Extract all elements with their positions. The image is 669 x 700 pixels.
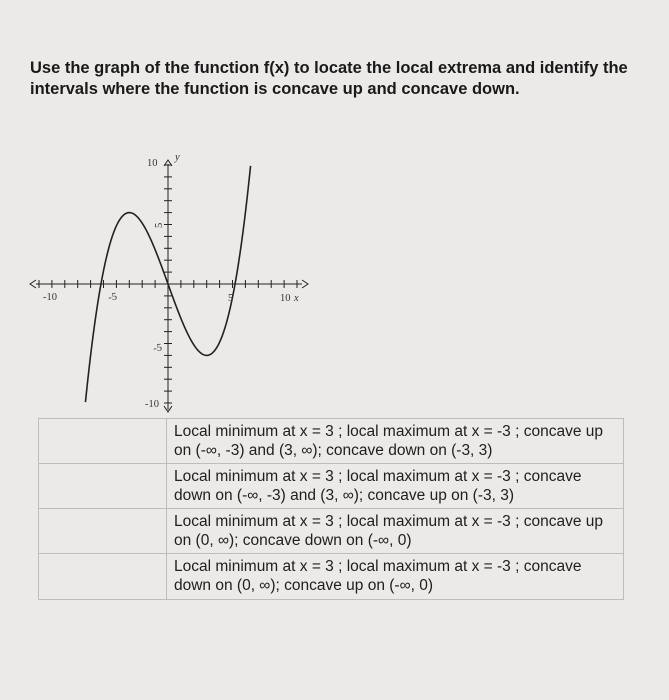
x-tick-label-neg-5: -5	[107, 291, 118, 304]
choice-2-text: Local minimum at x = 3 ; local maximum at x = -3 ; concave down on (-∞, -3) and (3, ∞); concave up on (-3, 3)	[174, 468, 582, 504]
x-axis-label: x	[294, 293, 299, 304]
question-text: Use the graph of the function f(x) to locate the local extrema and identify the intervals where the function is concave up and concave down.	[30, 59, 628, 98]
x-tick-label-5: 5	[228, 293, 234, 304]
answer-choices	[38, 418, 624, 600]
choice-row-2[interactable]	[39, 464, 623, 509]
choice-row-4[interactable]	[39, 554, 623, 599]
y-tick-label-5: 5	[154, 222, 165, 228]
choice-row-1[interactable]	[39, 419, 623, 464]
x-tick-label-10: 10	[280, 293, 291, 304]
y-tick-label-neg-10: -10	[145, 399, 159, 410]
choice-4-select-cell[interactable]	[39, 554, 167, 599]
choice-4-text: Local minimum at x = 3 ; local maximum at x = -3 ; concave down on (0, ∞); concave up on (-∞, 0)	[174, 558, 582, 594]
y-tick-label-10: 10	[147, 158, 158, 169]
y-axis-label: y	[175, 152, 180, 163]
x-axis-left-arrow	[30, 280, 36, 288]
choice-1-select-cell[interactable]	[39, 419, 167, 463]
x-tick-label-neg-10: -10	[43, 292, 57, 303]
choice-row-3[interactable]	[39, 509, 623, 554]
x-axis-right-arrow	[302, 280, 308, 288]
choice-3-text: Local minimum at x = 3 ; local maximum at x = -3 ; concave up on (0, ∞); concave down on (-∞, 0)	[174, 513, 604, 549]
choice-3-select-cell[interactable]	[39, 509, 167, 553]
choice-1-text: Local minimum at x = 3 ; local maximum at x = -3 ; concave up on (-∞, -3) and (3, ∞); concave down on (-3, 3)	[174, 423, 604, 459]
y-tick-label-neg-5: -5	[152, 342, 163, 355]
choice-2-select-cell[interactable]	[39, 464, 167, 508]
